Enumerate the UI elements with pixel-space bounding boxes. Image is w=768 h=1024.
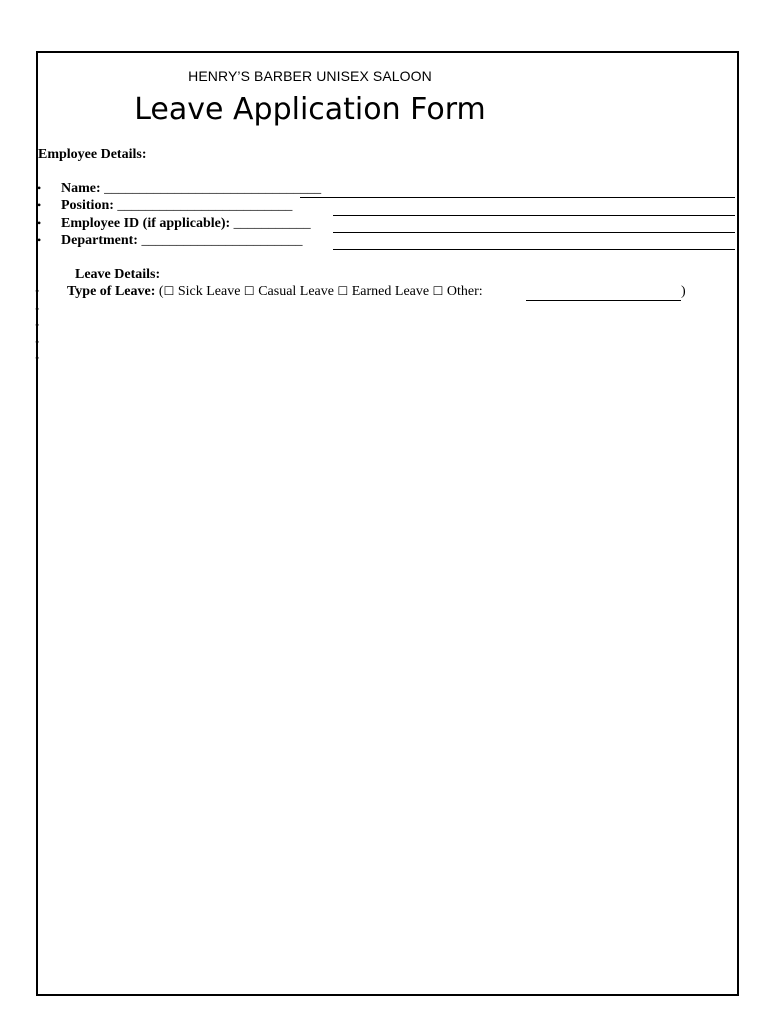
earned-leave-checkbox[interactable]: ☐	[337, 284, 349, 298]
other-input-line[interactable]	[526, 300, 681, 301]
employee-id-label: Employee ID (if applicable):	[61, 216, 231, 231]
other-option: Other:	[446, 284, 483, 299]
empty-bullet: •	[35, 351, 40, 365]
empty-bullet: •	[35, 318, 40, 332]
bullet: •	[37, 233, 42, 247]
leave-details-heading: Leave Details:	[75, 267, 161, 282]
company-name: HENRY’S BARBER UNISEX SALOON	[188, 68, 432, 84]
empty-bullet: •	[35, 302, 40, 316]
position-label: Position:	[61, 198, 114, 213]
empty-bullet: •	[35, 335, 40, 349]
bullet: •	[37, 216, 42, 230]
position-field[interactable]: _________________________	[117, 198, 293, 213]
name-label: Name:	[61, 181, 101, 196]
casual-leave-option: Casual Leave	[258, 284, 334, 299]
field-employee-id-row	[37, 216, 737, 233]
field-position-row	[37, 198, 737, 215]
bullet: •	[37, 181, 42, 195]
name-field[interactable]: _______________________________	[104, 181, 322, 196]
field-department-row	[37, 233, 737, 250]
field-name-row	[37, 181, 737, 198]
form-title: Leave Application Form	[134, 92, 486, 127]
other-checkbox[interactable]: ☐	[432, 284, 444, 298]
department-field[interactable]: _______________________	[141, 233, 303, 248]
department-line	[333, 249, 735, 250]
type-of-leave-label: Type of Leave:	[67, 284, 156, 299]
close-paren: )	[681, 284, 686, 299]
department-label: Department:	[61, 233, 138, 248]
casual-leave-checkbox[interactable]: ☐	[243, 284, 255, 298]
earned-leave-option: Earned Leave	[351, 284, 430, 299]
border-tick	[36, 250, 38, 267]
open-paren: (	[158, 284, 164, 299]
employee-id-field[interactable]: ___________	[233, 216, 311, 231]
employee-details-heading: Employee Details:	[38, 147, 147, 162]
bullet: •	[37, 198, 42, 212]
sick-leave-option: Sick Leave	[177, 284, 241, 299]
bullet: •	[35, 284, 40, 298]
sick-leave-checkbox[interactable]: ☐	[163, 284, 175, 298]
type-of-leave-row	[35, 284, 483, 300]
